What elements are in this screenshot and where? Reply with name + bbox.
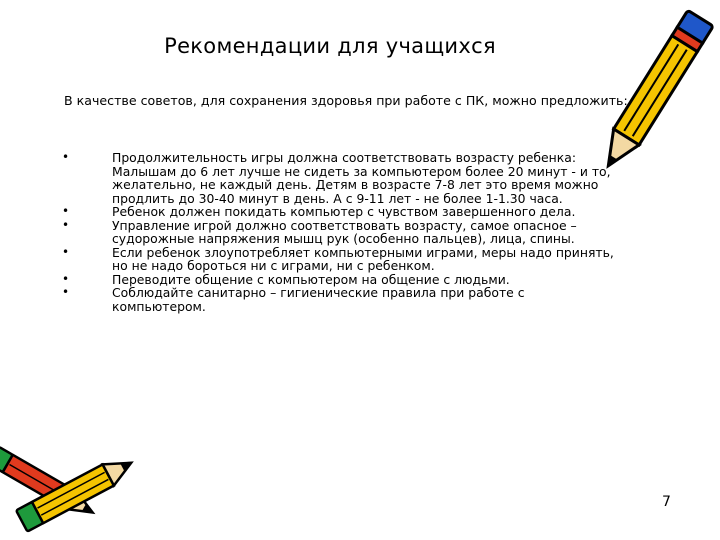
bullet-icon: • — [62, 150, 70, 164]
page-number: 7 — [662, 494, 671, 510]
list-item — [62, 151, 622, 205]
crossed-pencils-icon — [0, 430, 140, 538]
list-item-text: Если ребенок злоупотребляет компьютерными играми, меры надо принять, но не надо бороться ни с играми, ни с ребенком. — [112, 244, 614, 273]
list-item-text: Продолжительность игры должна соответствовать возрасту ребенка: Малышам до 6 лет лучше не сидеть за компьютером более 20 минут - и то, желательно, не каждый день. Детям в возрасте 7-8 лет это время можно продлить до 30-40 минут в день. А с 9-11 лет - не более 1-1.30 часа. — [112, 150, 611, 206]
list-item — [62, 286, 622, 313]
list-item-text: Переводите общение с компьютером на общение с людьми. — [112, 271, 510, 287]
slide-title: Рекомендации для учащихся — [164, 34, 496, 58]
bullet-icon: • — [62, 271, 70, 286]
recommendations-list — [62, 151, 622, 313]
list-item-text: Соблюдайте санитарно – гигиенические правила при работе с компьютером. — [112, 285, 525, 314]
list-item — [62, 219, 622, 246]
list-item-text: Ребенок должен покидать компьютер с чувством завершенного дела. — [112, 204, 576, 219]
list-item — [62, 246, 622, 273]
list-item — [62, 205, 622, 219]
list-item — [62, 273, 622, 287]
intro-text: В качестве советов, для сохранения здоровья при работе с ПК, можно предложить: — [64, 93, 628, 108]
bullet-icon: • — [62, 204, 70, 218]
list-item-text: Управление игрой должно соответствовать возрасту, самое опасное – судорожные напряжения мышц рук (особенно пальцев), лица, спины. — [112, 217, 577, 246]
bullet-icon: • — [62, 244, 70, 259]
bullet-icon: • — [62, 285, 70, 299]
bullet-icon: • — [62, 217, 70, 232]
